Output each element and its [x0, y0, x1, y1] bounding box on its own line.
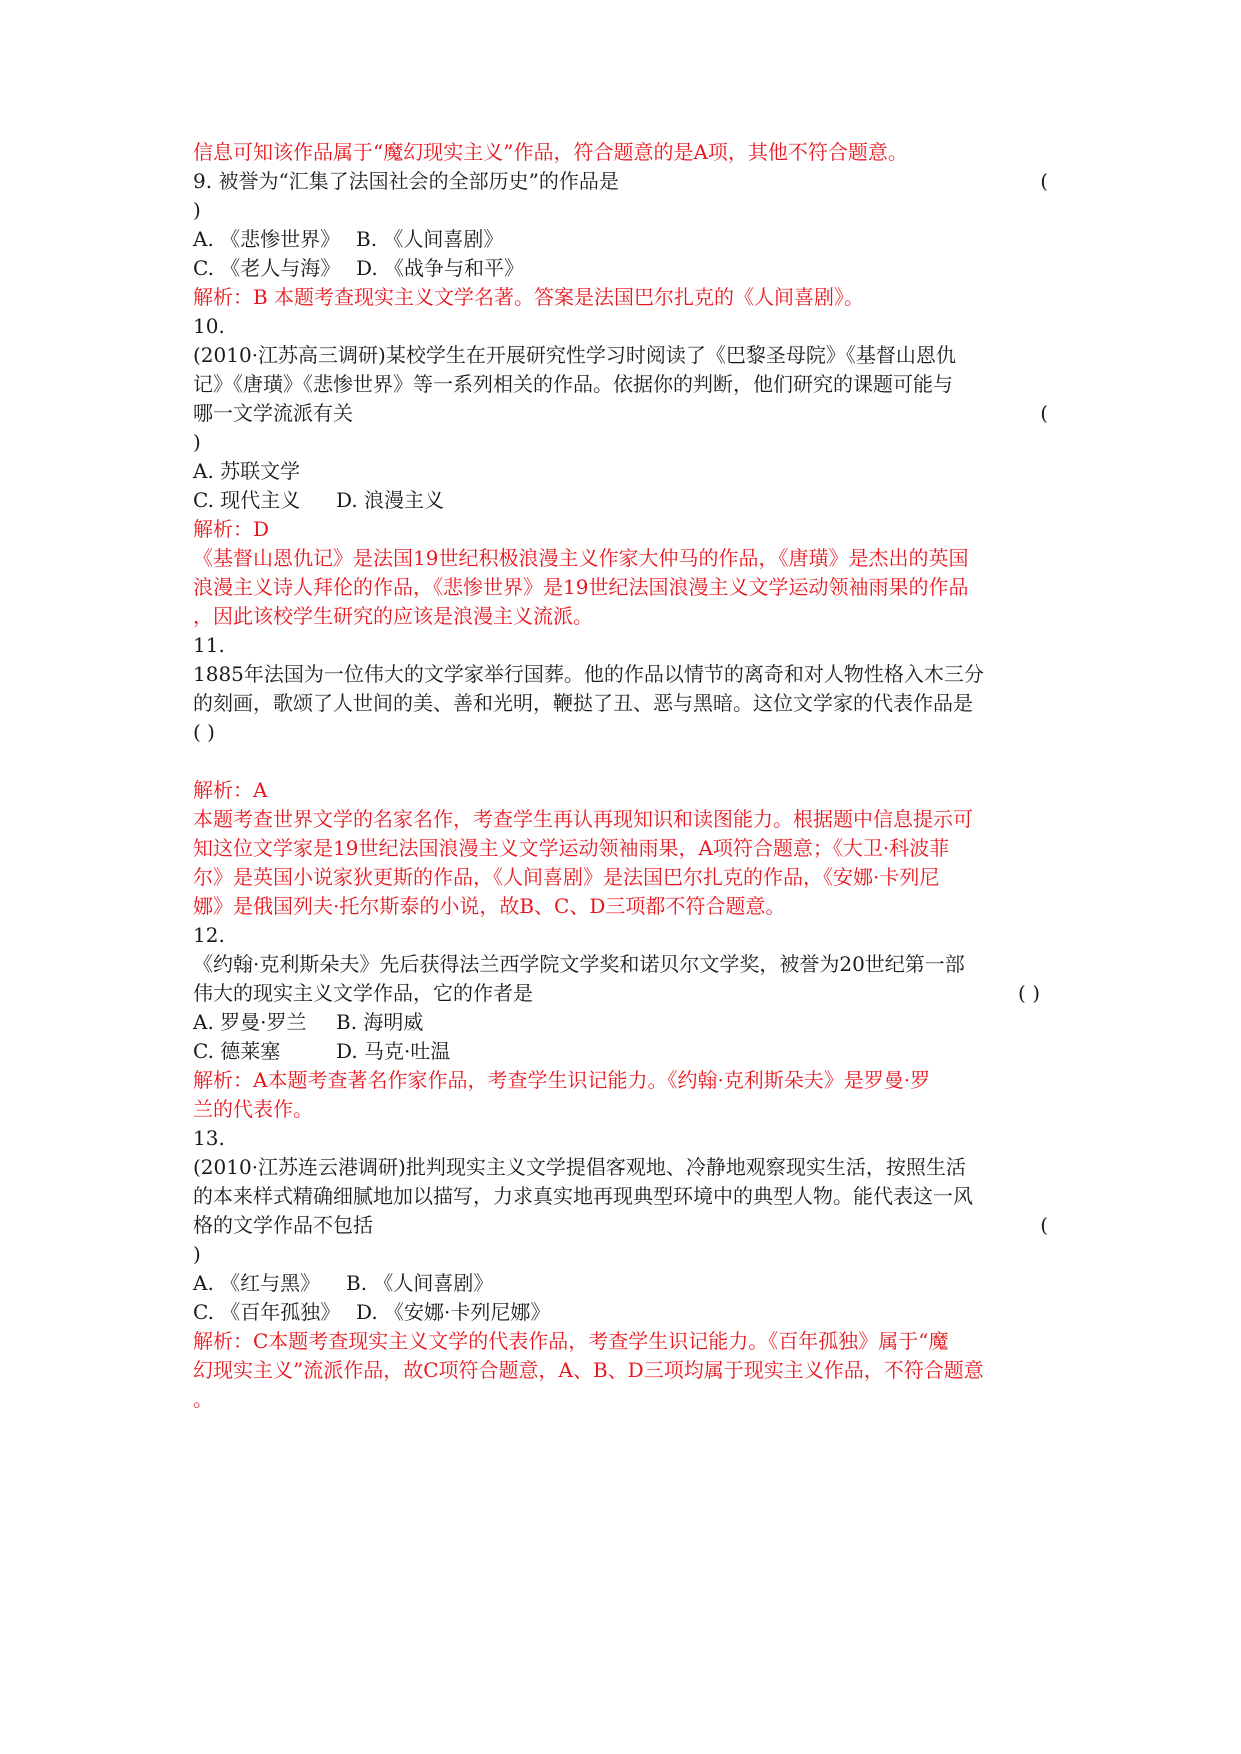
q9-option-d: D. 《战争与和平》 [356, 256, 525, 280]
q10-number: 10. [193, 314, 225, 338]
q10-stem-line3-text: 哪一文学流派有关 [193, 401, 353, 425]
q13-stem-line1: (2010·江苏连云港调研)批判现实主义文学提倡客观地、冷静地观察现实生活，按照生活 [193, 1155, 966, 1179]
q12-option-b: B. 海明威 [336, 1010, 424, 1034]
q12-options-cd [193, 1035, 1048, 1067]
q13-stem-line3-text: 格的文学作品不包括 [193, 1213, 373, 1237]
q10-stem-line2: 记》《唐璜》《悲惨世界》等一系列相关的作品。依据你的判断，他们研究的课题可能与 [193, 372, 953, 396]
q13-options-cd [193, 1296, 1048, 1328]
q11-explanation-3: 尔》是英国小说家狄更斯的作品，《人间喜剧》是法国巴尔扎克的作品，《安娜·卡列尼 [193, 865, 940, 889]
q13-answer-1: 解析：C本题考查现实主义文学的代表作品，考查学生识记能力。《百年孤独》属于“魔 [193, 1329, 949, 1353]
q11-stem-line1: 1885年法国为一位伟大的文学家举行国葬。他的作品以情节的离奇和对人物性格入木三分 [193, 662, 984, 686]
q9-stem [193, 165, 1048, 197]
q11-explanation-2: 知这位文学家是19世纪法国浪漫主义文学运动领袖雨果，A项符合题意；《大卫·科波菲 [193, 836, 950, 860]
q11-stem-line3: ( ) [193, 720, 215, 744]
q13-paren-close: ) [193, 1242, 201, 1266]
prev-explanation-tail: 信息可知该作品属于“魔幻现实主义”作品，符合题意的是A项，其他不符合题意。 [193, 140, 908, 164]
q10-option-a: A. 苏联文学 [193, 459, 301, 483]
q12-answer-2: 兰的代表作。 [193, 1097, 313, 1121]
q13-option-a: A. 《红与黑》 [193, 1271, 321, 1295]
q11-explanation-1: 本题考查世界文学的名家名作，考查学生再认再现知识和读图能力。根据题中信息提示可 [193, 807, 973, 831]
q10-explanation-1: 《基督山恩仇记》是法国19世纪积极浪漫主义作家大仲马的作品，《唐璜》是杰出的英国 [193, 546, 969, 570]
q10-explanation-3: ，因此该校学生研究的应该是浪漫主义流派。 [193, 604, 593, 628]
q9-answer: 解析：B 本题考查现实主义文学名著。答案是法国巴尔扎克的《人间喜剧》。 [193, 285, 865, 309]
q13-option-d: D. 《安娜·卡列尼娜》 [356, 1300, 551, 1324]
q9-options-ab [193, 223, 1048, 255]
q11-explanation-4: 娜》是俄国列夫·托尔斯泰的小说，故B、C、D三项都不符合题意。 [193, 894, 786, 918]
q12-options-ab [193, 1006, 1048, 1038]
q11-answer: 解析：A [193, 778, 268, 802]
q12-option-d: D. 马克·吐温 [336, 1039, 451, 1063]
q9-option-b: B. 《人间喜剧》 [356, 227, 504, 251]
q9-paren-close: ) [193, 198, 201, 222]
q12-option-a: A. 罗曼·罗兰 [193, 1010, 307, 1034]
q9-stem-text: 9. 被誉为“汇集了法国社会的全部历史”的作品是 [193, 169, 619, 193]
q9-option-a: A. 《悲惨世界》 [193, 227, 341, 251]
q13-answer-2: 幻现实主义”流派作品，故C项符合题意，A、B、D三项均属于现实主义作品，不符合题意 [193, 1358, 984, 1382]
q9-paren-open: ( [1040, 169, 1048, 193]
q10-option-c: C. 现代主义 [193, 488, 301, 512]
q10-paren-open: ( [1040, 401, 1048, 425]
q11-stem-line2: 的刻画，歌颂了人世间的美、善和光明，鞭挞了丑、恶与黑暗。这位文学家的代表作品是 [193, 691, 973, 715]
q13-stem-line3 [193, 1209, 1048, 1241]
q10-answer: 解析：D [193, 517, 270, 541]
q13-option-c: C. 《百年孤独》 [193, 1300, 341, 1324]
q13-options-ab [193, 1267, 1048, 1299]
q13-paren-open: ( [1040, 1213, 1048, 1237]
q10-stem-line1: (2010·江苏高三调研)某校学生在开展研究性学习时阅读了《巴黎圣母院》《基督山恩仇 [193, 343, 956, 367]
q10-stem-line3 [193, 397, 1048, 429]
q12-stem-line2-text: 伟大的现实主义文学作品，它的作者是 [193, 981, 533, 1005]
q12-stem-line1: 《约翰·克利斯朵夫》先后获得法兰西学院文学奖和诺贝尔文学奖，被誉为20世纪第一部 [193, 952, 965, 976]
q13-number: 13. [193, 1126, 225, 1150]
q13-stem-line2: 的本来样式精确细腻地加以描写，力求真实地再现典型环境中的典型人物。能代表这一风 [193, 1184, 973, 1208]
q13-answer-3: 。 [193, 1387, 213, 1411]
q10-options-cd [193, 484, 1048, 516]
q10-option-d: D. 浪漫主义 [336, 488, 445, 512]
q11-number: 11. [193, 633, 225, 657]
q10-paren-close: ) [193, 430, 201, 454]
q9-option-c: C. 《老人与海》 [193, 256, 341, 280]
q12-stem-line2 [193, 977, 1048, 1009]
q12-answer-1: 解析：A本题考查著名作家作品，考查学生识记能力。《约翰·克利斯朵夫》是罗曼·罗 [193, 1068, 931, 1092]
q13-option-b: B. 《人间喜剧》 [346, 1271, 494, 1295]
q12-paren: ( ) [1018, 981, 1040, 1005]
q12-option-c: C. 德莱塞 [193, 1039, 281, 1063]
q9-options-cd [193, 252, 1048, 284]
q10-explanation-2: 浪漫主义诗人拜伦的作品，《悲惨世界》是19世纪法国浪漫主义文学运动领袖雨果的作品 [193, 575, 969, 599]
q12-number: 12. [193, 923, 225, 947]
